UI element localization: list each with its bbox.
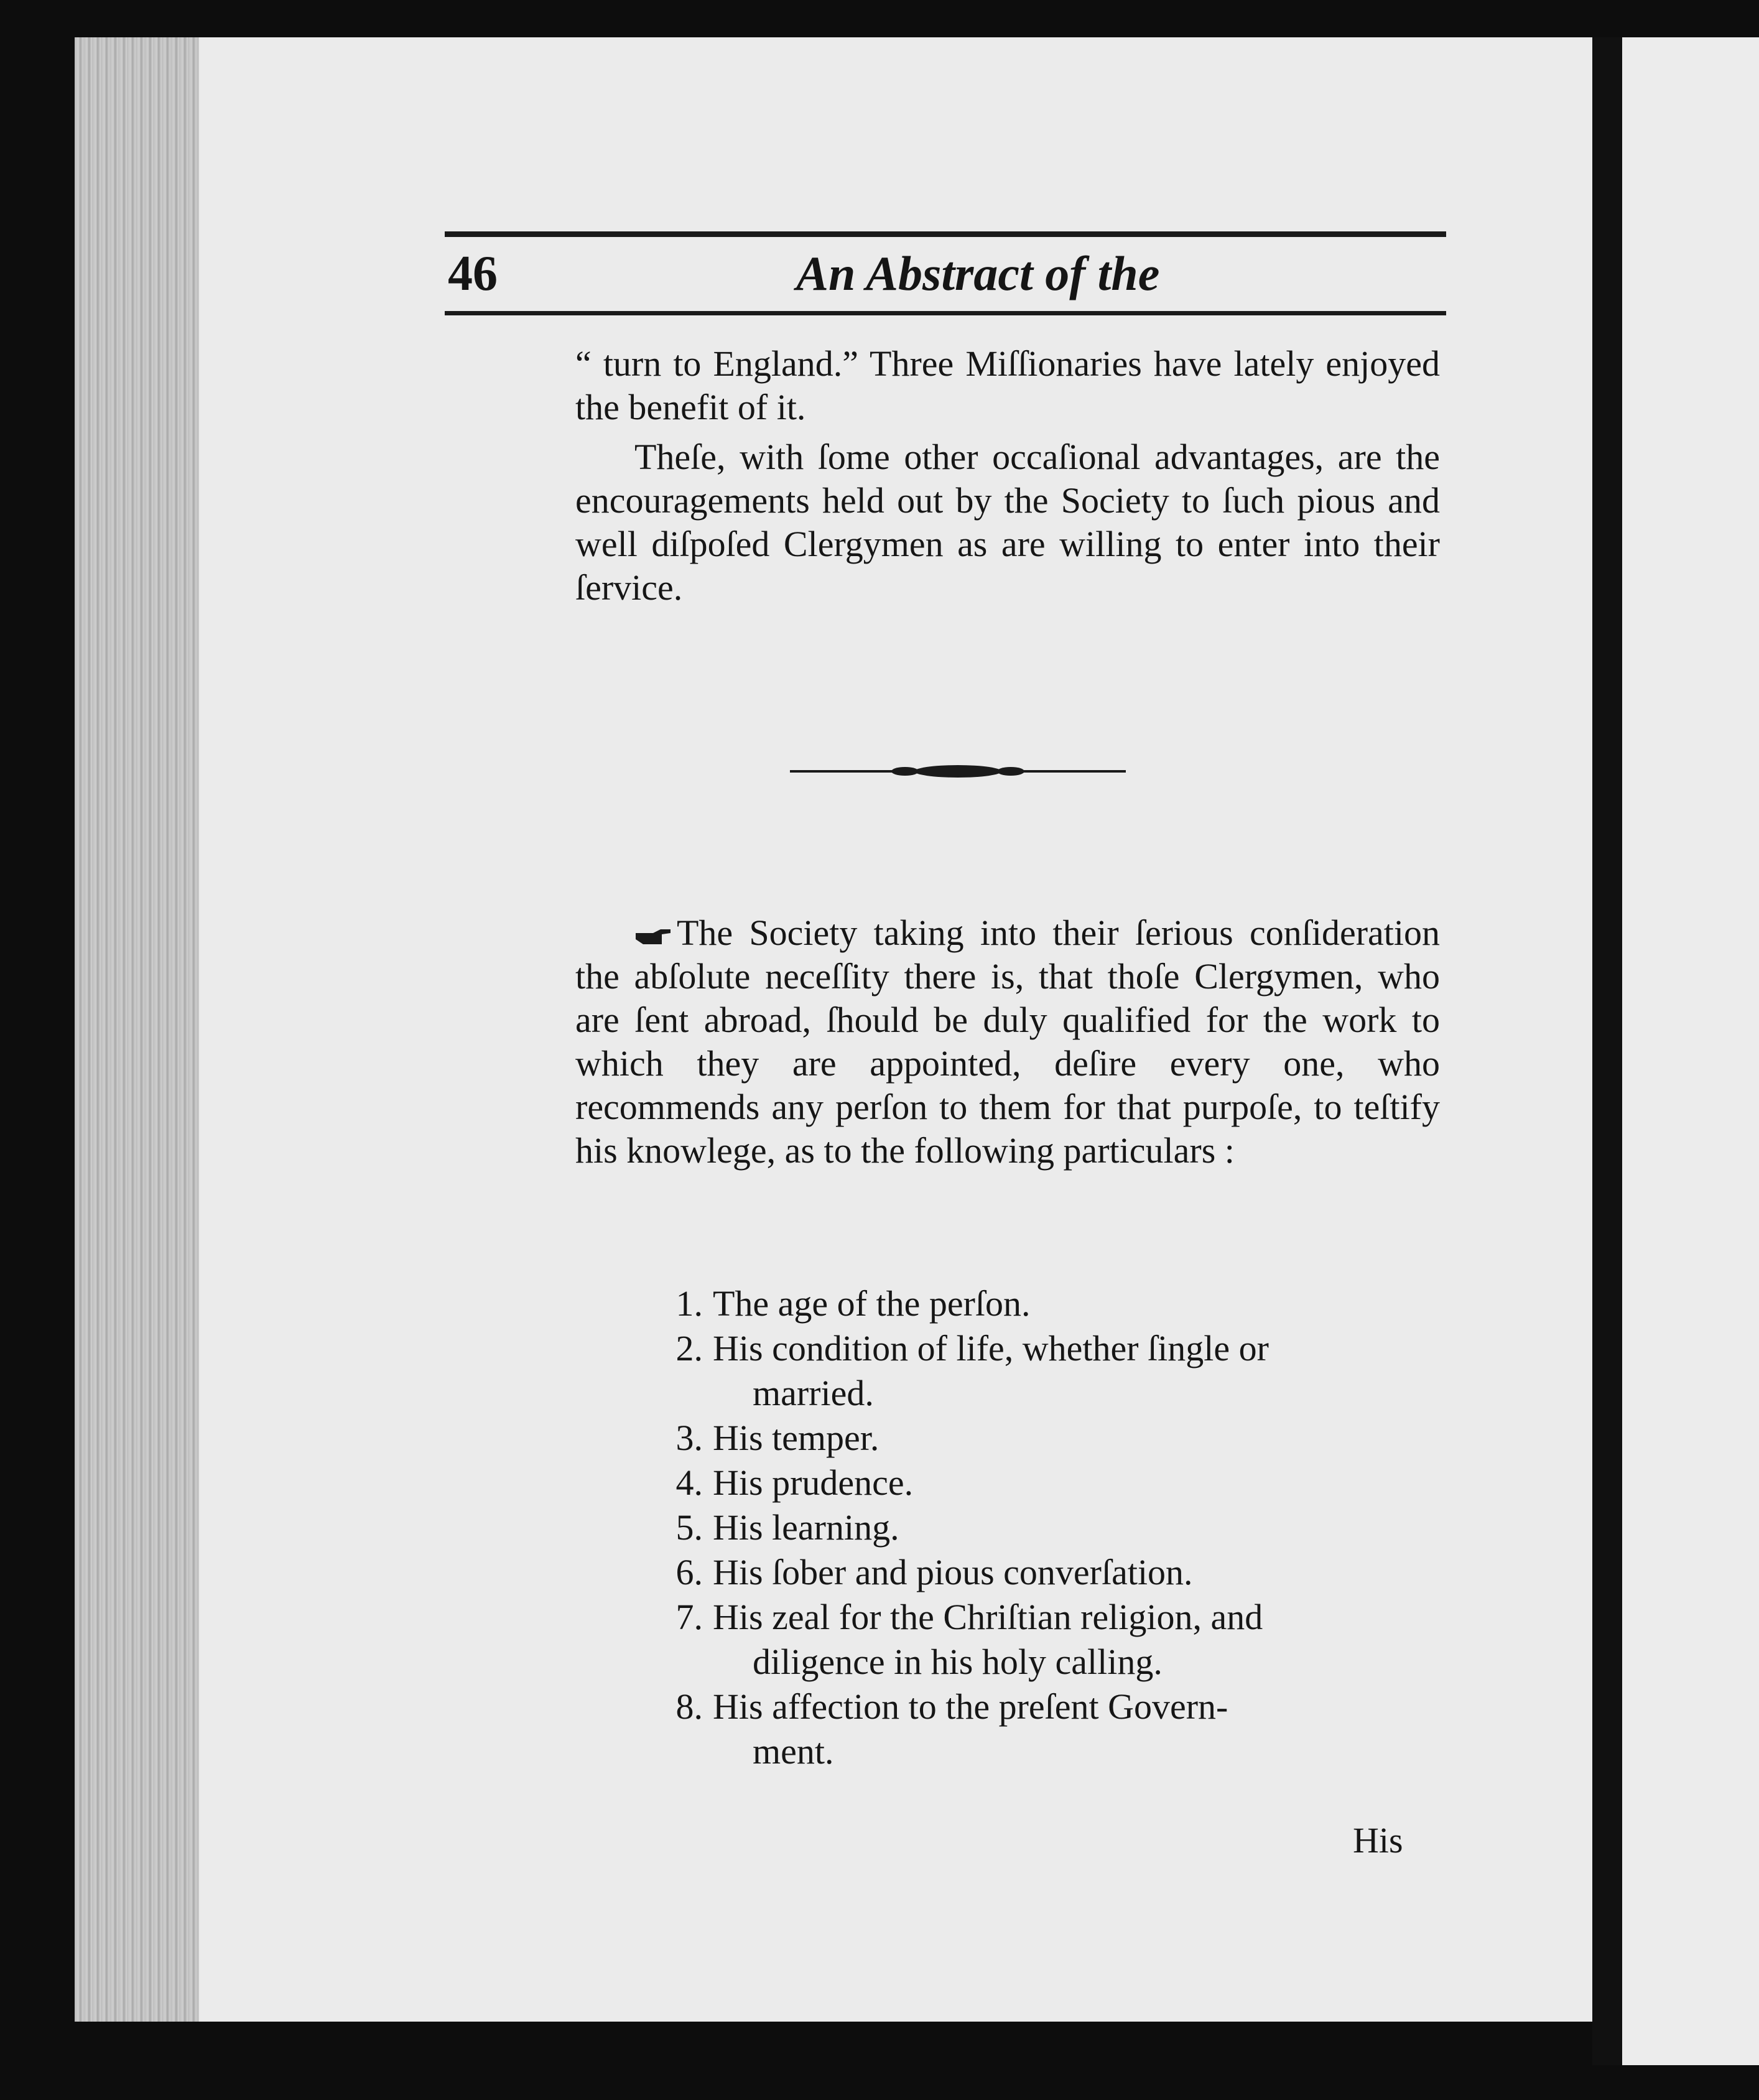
ornamental-rule-icon [790,762,1126,781]
header-rule-top [445,231,1446,237]
list-item [647,1461,1431,1505]
running-head: An Abstract of the [796,246,1160,300]
list-item [647,1505,1431,1550]
paragraph-3-text [575,911,1440,1173]
list-continuation: ment. [753,1731,834,1772]
list-continuation: married. [753,1373,874,1413]
paragraph-3 [575,911,1440,1173]
list-text: His ſober and pious converſation. [713,1552,1193,1592]
list-text: His temper. [713,1418,880,1458]
list-number: 1. [675,1283,703,1324]
running-header [448,246,1443,314]
page-edges [75,37,199,2022]
list-text: His condition of life, whether ſingle or [713,1328,1269,1368]
facing-page [1622,37,1759,2065]
list-number: 6. [675,1552,703,1592]
list-number: 7. [675,1597,703,1637]
paragraph-3-body: The Society taking into their ſerious conſideration the abſolute neceſſity there is, that thoſe Clergymen, who are ſent abroad, ſhould be duly qualified for the work to which they are appointed, deſire every one, who recommends any perſon to them for that purpoſe, to teſtify his knowlege, as to the following particulars : [575,913,1440,1171]
particulars-list [647,1281,1431,1774]
paragraph-1 [575,342,1440,429]
list-text: His zeal for the Chriſtian religion, and [713,1597,1263,1637]
page-number: 46 [448,246,498,301]
list-item [647,1281,1431,1326]
list-item [647,1550,1431,1595]
list-text: The age of the perſon. [713,1283,1031,1324]
paragraph-2-text: Theſe, with ſome other occaſional advantages, are the encouragements held out by the Society to ſuch pious and well diſpoſed Clergymen as are willing to enter into their ſervice. [575,437,1440,608]
list-continuation: diligence in his holy calling. [753,1642,1163,1682]
list-text: His prudence. [713,1462,914,1503]
list-number: 3. [675,1418,703,1458]
list-item [647,1595,1431,1684]
list-item [647,1684,1431,1774]
list-number: 2. [675,1328,703,1368]
list-number: 5. [675,1507,703,1548]
binding-gutter [1592,37,1622,2065]
list-item [647,1326,1431,1416]
paragraph-2 [575,435,1440,610]
manicule-icon [634,924,672,949]
paragraph-1-text: “ turn to England.” Three Miſſionaries have lately enjoyed the benefit of it. [575,343,1440,427]
list-item [647,1416,1431,1461]
list-number: 4. [675,1462,703,1503]
catchword: His [1353,1820,1403,1861]
list-text: His affection to the preſent Govern- [713,1686,1228,1727]
list-number: 8. [675,1686,703,1727]
list-text: His learning. [713,1507,899,1548]
